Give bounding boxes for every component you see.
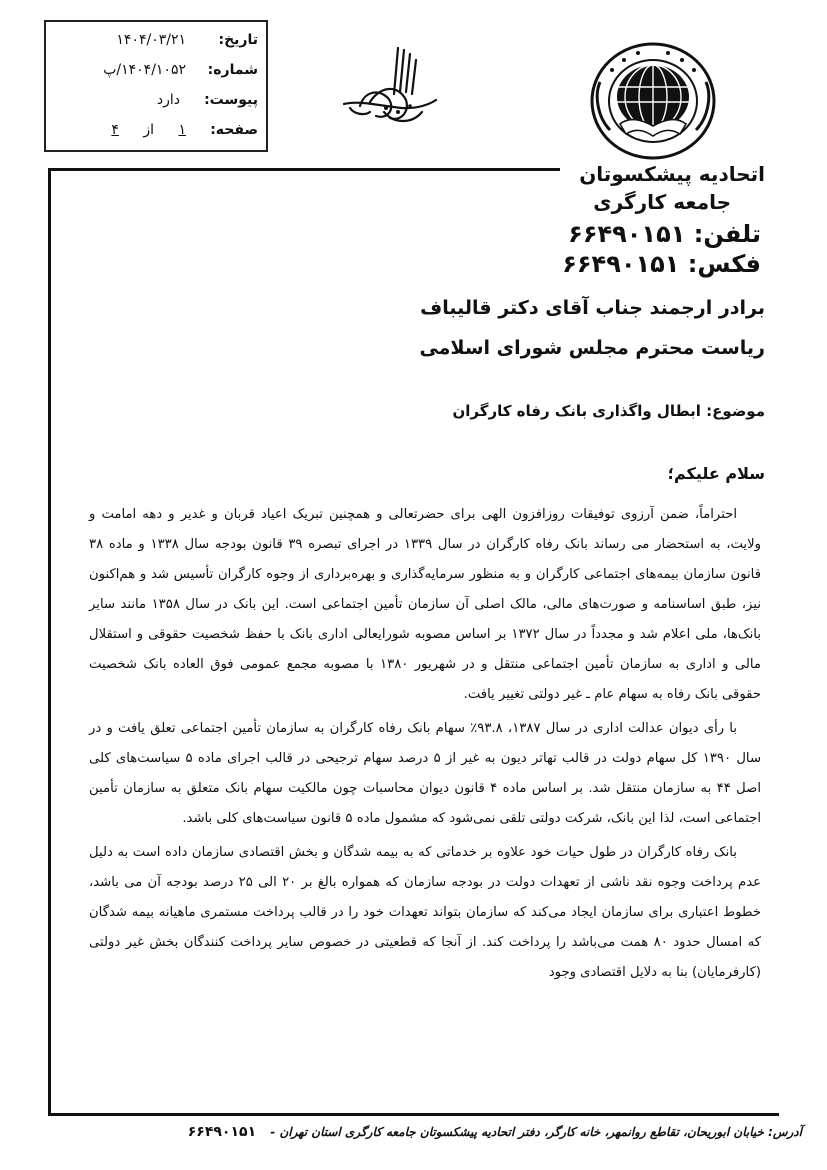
frame-top-line	[48, 168, 560, 171]
frame-bottom-line	[48, 1113, 779, 1116]
letter-body	[89, 500, 761, 992]
footer-address-text: آدرس: خیابان ابوریحان، تقاطع روانمهر، خانه کارگر، دفتر اتحادیه پیشکسوتان جامعه کارگری استان تهران -	[270, 1125, 802, 1139]
number-row	[46, 56, 266, 84]
number-value: ۱۴۰۴/۱۰۵۲/پ	[103, 62, 186, 78]
letter-meta-box	[44, 20, 268, 152]
page-label: صفحه:	[210, 122, 258, 138]
org-name: اتحادیه پیشکسوتان	[579, 162, 765, 186]
footer-phone: ۶۶۴۹۰۱۵۱	[187, 1124, 257, 1140]
page-value	[91, 116, 186, 144]
footer-address	[30, 1124, 802, 1140]
org-phone: تلفن: ۶۶۴۹۰۱۵۱	[568, 220, 761, 248]
paragraph: احتراماً، ضمن آرزوی توفیقات روزافزون الهی برای حضرتعالی و همچنین تبریک اعیاد قربان و غدیر و دهه امامت و ولایت، به استحضار می رساند بانک رفاه کارگران در سال ۱۳۳۹ در اجرای تبصره ۳۹ قانون بودجه سال ۱۳۳۸ و ماده ۳۸ قانون سازمان بیمه‌های اجتماعی کارگران و به منظور سرمایه‌گذاری و بهره‌برداری از وجوه کارگران تأسیس شد و هم‌اکنون نیز، طبق اساسنامه و صورت‌های مالی، مالک اصلی آن سازمان تأمین اجتماعی است. این بانک در سال ۱۳۵۸ مانند سایر بانک‌ها، ملی اعلام شد و مجدداً در سال ۱۳۷۲ بر اساس مصوبه شورایعالی اداری بانک با حفظ شخصیت حقوقی و استقلال مالی و اداری به سازمان تأمین اجتماعی منتقل و در شهریور ۱۳۸۰ با مصوبه مجمع عمومی فوق العاده بانک شخصیت حقوقی بانک رفاه به سهام عام ـ غیر دولتی تغییر یافت.	[89, 507, 761, 702]
date-value: ۱۴۰۴/۰۳/۲۱	[116, 32, 186, 48]
greeting: سلام علیکم؛	[667, 464, 765, 483]
org-fax: فکس: ۶۶۴۹۰۱۵۱	[562, 250, 761, 278]
attachment-label: پیوست:	[204, 92, 258, 108]
paragraph: بانک رفاه کارگران در طول حیات خود علاوه بر خدماتی که به بیمه شدگان و بخش اقتصادی سازمان داده است به دلیل عدم پرداخت وجوه نقد ناشی از تعهدات دولت در بودجه سازمان که همواره بالغ بر ۲۰ الی ۲۵ درصد بودجه آن می باشد، خطوط اعتباری برای سازمان ایجاد می‌کند که سازمان بتواند تعهدات خود را در قالب پرداخت مستمری ماهیانه بیمه شدگان که امسال حدود ۸۰ همت می‌باشد را پرداخت کند. از آنجا که قطعیتی در خصوص سایر پرداخت کنندگان بخش غیر دولتی (کارفرمایان) بنا به دلایل اقتصادی وجود	[89, 845, 761, 980]
letter-subject: موضوع: ابطال واگذاری بانک رفاه کارگران	[452, 402, 765, 420]
date-label: تاریخ:	[218, 32, 258, 48]
union-logo-icon	[590, 42, 716, 160]
addressee-line-2: ریاست محترم مجلس شورای اسلامی	[419, 337, 765, 359]
attachment-row	[46, 86, 266, 114]
page-current: ۱	[178, 122, 186, 138]
attachment-value: دارد	[156, 92, 180, 108]
page-row	[46, 116, 266, 144]
calligraphy-emblem-icon	[340, 42, 440, 132]
number-label: شماره:	[207, 62, 258, 78]
date-row	[46, 26, 266, 54]
page-of: از	[143, 122, 155, 138]
page-total: ۴	[111, 122, 119, 138]
addressee-line-1: برادر ارجمند جناب آقای دکتر قالیباف	[420, 297, 765, 319]
paragraph: با رأی دیوان عدالت اداری در سال ۱۳۸۷، ۹۳.۸٪ سهام بانک رفاه کارگران به سازمان تأمین اجتماعی تعلق یافت و در سال ۱۳۹۰ کل سهام دولت در قالب تهاتر دیون به غیر از ۵ درصد سهام ترجیحی در قالب اجرای ماده ۵ سیاست‌های کلی اصل ۴۴ به سازمان منتقل شد. بر اساس ماده ۴ قانون دیوان محاسبات چون مالکیت سهام بانک متعلق به سازمان تأمین اجتماعی است، لذا این بانک، شرکت دولتی تلقی نمی‌شود که مشمول ماده ۵ قانون سیاست‌های کلی باشد.	[89, 721, 761, 826]
frame-left-line	[48, 170, 51, 1116]
org-subtitle: جامعه کارگری	[593, 190, 731, 214]
